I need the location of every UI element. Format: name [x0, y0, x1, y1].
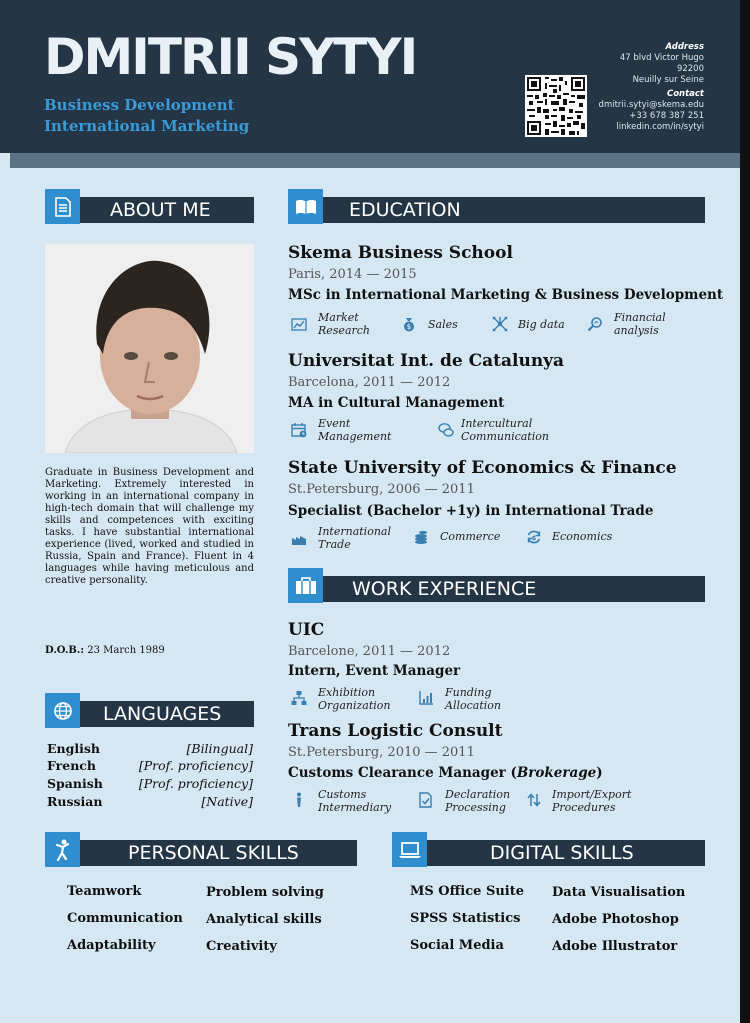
skill-tag	[445, 788, 510, 814]
portrait-image	[45, 244, 254, 453]
about-me-text: Graduate in Business Development and Marketing. Extremely interested in working in an international company in high-tech domain that will challenge my skills and competences with exciting tasks. I have substantial international experience (lived, worked and studied in Russia, Spain and France). Fluent in 4 languages while having meticulous and creative personality.	[45, 467, 254, 586]
skill-tag-line: Research	[318, 324, 371, 337]
work-company: UIC	[288, 620, 325, 640]
skill-tag	[318, 311, 370, 337]
education-meta: Paris, 2014 — 2015	[288, 267, 417, 282]
language-name: Russian	[47, 794, 103, 809]
org-chart-icon	[291, 690, 307, 706]
work-meta: St.Petersburg, 2010 — 2011	[288, 745, 475, 760]
work-role-text: Customs Clearance Manager (	[288, 765, 517, 781]
skill-tag-line: International	[318, 525, 391, 538]
email-link[interactable]: dmitrii.sytyi@skema.edu	[598, 100, 704, 110]
skill-tag-line: Procedures	[552, 801, 616, 814]
personal-skills-heading: PERSONAL SKILLS	[80, 840, 357, 866]
work-meta: Barcelone, 2011 — 2012	[288, 644, 451, 659]
contact-block	[544, 42, 704, 133]
magnifier-icon	[587, 316, 603, 332]
personal-skill: Communication	[67, 911, 183, 926]
language-level: [Prof. proficiency]	[138, 776, 253, 791]
skill-tag-line: Communication	[461, 430, 549, 443]
education-degree: Specialist (Bachelor +1y) in International Trade	[288, 503, 654, 519]
digital-skill: SPSS Statistics	[410, 911, 521, 926]
skill-tag-line: Financial	[614, 311, 666, 324]
skill-tag-line: Trade	[318, 538, 351, 551]
digital-skill: MS Office Suite	[410, 884, 525, 899]
network-icon	[492, 316, 508, 332]
coins-icon	[413, 529, 429, 545]
skill-tag	[318, 686, 390, 712]
language-name: Spanish	[47, 776, 103, 791]
language-level: [Native]	[201, 794, 253, 809]
language-name: English	[47, 741, 100, 756]
language-name: French	[47, 758, 96, 773]
language-row	[47, 775, 253, 793]
skill-tag-line: Exhibition	[318, 686, 376, 699]
arrows-icon	[526, 792, 542, 808]
skill-tag-line: analysis	[614, 324, 659, 337]
skill-tag	[552, 530, 612, 543]
languages-heading: LANGUAGES	[80, 701, 254, 727]
phone-number: +33 678 387 251	[629, 111, 704, 121]
dob-value: 23 March 1989	[87, 645, 165, 656]
subtitle-business-development: Business Development	[44, 96, 235, 114]
education-institution: Universitat Int. de Catalunya	[288, 351, 565, 371]
skill-tag-line: Economics	[552, 530, 613, 543]
digital-skills-heading: DIGITAL SKILLS	[427, 840, 705, 866]
language-level: [Bilingual]	[186, 741, 253, 756]
skill-tag-line: Sales	[428, 318, 458, 331]
personal-skill: Adaptability	[67, 938, 156, 953]
skill-tag-line: Processing	[445, 801, 506, 814]
language-level: [Prof. proficiency]	[138, 758, 253, 773]
education-degree: MSc in International Marketing & Business Development	[288, 287, 724, 303]
work-company: Trans Logistic Consult	[288, 721, 503, 741]
skill-tag	[445, 686, 501, 712]
language-row	[47, 793, 253, 811]
address-line: Neuilly sur Seine	[632, 75, 704, 85]
cycle-icon	[526, 529, 542, 545]
calendar-icon	[291, 422, 307, 438]
profile-photo	[45, 244, 254, 453]
header-divider-band	[10, 153, 740, 168]
skill-tag	[552, 788, 631, 814]
globe-icon	[45, 693, 80, 728]
skill-tag-line: Declaration	[445, 788, 511, 801]
document-check-icon	[418, 792, 434, 808]
language-row	[47, 757, 253, 775]
skill-tag	[614, 311, 666, 337]
book-icon	[288, 189, 323, 224]
person-icon	[45, 832, 80, 867]
personal-skill: Creativity	[206, 939, 277, 954]
education-institution: Skema Business School	[288, 243, 513, 263]
skill-tag	[318, 525, 391, 551]
contact-label: Contact	[666, 89, 704, 99]
svg-text:$: $	[406, 323, 412, 331]
skill-tag-line: Commerce	[440, 530, 501, 543]
skill-tag	[518, 318, 565, 331]
work-role-emphasis: Brokerage	[516, 765, 597, 781]
svg-text:$: $	[531, 534, 537, 542]
digital-skill: Adobe Illustrator	[552, 939, 678, 954]
education-degree: MA in Cultural Management	[288, 395, 505, 411]
briefcase-icon	[288, 568, 323, 603]
digital-skill: Adobe Photoshop	[552, 912, 679, 927]
digital-skill: Data Visualisation	[552, 885, 686, 900]
dob-label: D.O.B.:	[45, 645, 85, 656]
personal-skill: Analytical skills	[206, 912, 322, 927]
skill-tag-line: Customs	[318, 788, 367, 801]
skill-tag-line: Intercultural	[461, 417, 533, 430]
skill-tag	[440, 530, 500, 543]
personal-skill: Teamwork	[67, 884, 142, 899]
skill-tag-line: Funding	[445, 686, 492, 699]
skill-tag-line: Big data	[518, 318, 565, 331]
chart-icon	[291, 317, 307, 333]
subtitle-international-marketing: International Marketing	[44, 117, 250, 135]
skill-tag	[461, 417, 549, 443]
work-role: Intern, Event Manager	[288, 663, 461, 679]
education-meta: Barcelona, 2011 — 2012	[288, 375, 451, 390]
skill-tag-line: Allocation	[445, 699, 501, 712]
work-role	[288, 765, 603, 782]
digital-skill: Social Media	[410, 938, 504, 953]
window-edge	[740, 0, 750, 1023]
skill-tag	[318, 417, 391, 443]
skill-tag-line: Event	[318, 417, 351, 430]
money-bag-icon	[401, 316, 417, 332]
document-icon	[45, 189, 80, 224]
personal-skill: Problem solving	[206, 885, 324, 900]
skill-tag	[318, 788, 391, 814]
skill-tag-line: Management	[318, 430, 392, 443]
work-role-text: )	[596, 765, 603, 781]
header	[0, 0, 740, 153]
skill-tag-line: Market	[318, 311, 359, 324]
address-label: Address	[665, 42, 704, 52]
customs-icon	[291, 792, 307, 808]
laptop-icon	[392, 832, 427, 867]
candidate-name: DMITRII SYTYI	[44, 28, 417, 86]
language-row	[47, 740, 253, 758]
linkedin-link[interactable]: linkedin.com/in/sytyi	[616, 122, 704, 132]
speech-bubbles-icon	[438, 422, 454, 438]
factory-icon	[291, 531, 307, 547]
education-meta: St.Petersburg, 2006 — 2011	[288, 482, 475, 497]
work-experience-heading: WORK EXPERIENCE	[322, 576, 705, 602]
allocation-icon	[418, 690, 434, 706]
skill-tag-line: Import/Export	[552, 788, 632, 801]
skill-tag	[428, 318, 458, 331]
date-of-birth	[45, 645, 165, 656]
about-me-heading: ABOUT ME	[80, 197, 254, 223]
skill-tag-line: Intermediary	[318, 801, 392, 814]
education-institution: State University of Economics & Finance	[288, 458, 677, 478]
education-heading: EDUCATION	[322, 197, 705, 223]
address-line: 92200	[676, 64, 704, 74]
address-line: 47 blvd Victor Hugo	[619, 53, 704, 63]
skill-tag-line: Organization	[318, 699, 391, 712]
